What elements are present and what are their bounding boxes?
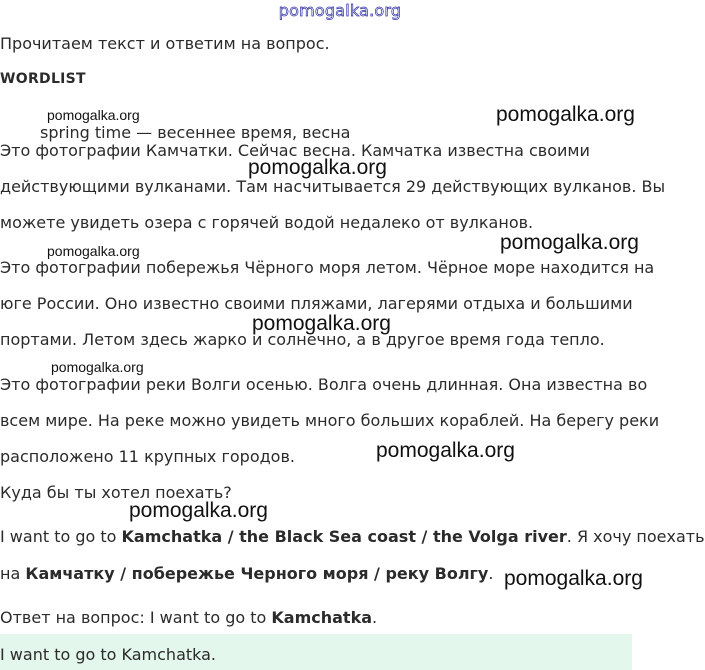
answer-suffix: . — [372, 608, 378, 627]
watermark: pomogalka.org — [500, 231, 639, 254]
watermark: pomogalka.org — [51, 359, 144, 375]
site-header-logo[interactable]: pomogalka.org — [278, 1, 402, 20]
kamchatka-line-2: действующими вулканами. Там насчитывается 29 действующих вулканов. Вы — [0, 177, 666, 196]
blacksea-line-3: портами. Летом здесь жарко и солнечно, а в другое время года тепло. — [0, 330, 605, 349]
template-prefix-2: на — [0, 564, 26, 583]
watermark: pomogalka.org — [376, 439, 515, 462]
answer-line — [0, 608, 377, 628]
answer-box-text: I want to go to Kamchatka. — [0, 645, 217, 664]
template-line-1 — [0, 527, 705, 547]
kamchatka-line-3: можете увидеть озера с горячей водой недалеко от вулканов. — [0, 213, 534, 232]
answer-prefix: Ответ на вопрос: I want to go to — [0, 608, 272, 627]
template-options-ru: Камчатку / побережье Черного моря / реку Волгу — [25, 564, 489, 583]
question-text: Куда бы ты хотел поехать? — [0, 483, 232, 502]
watermark: pomogalka.org — [504, 567, 643, 590]
volga-line-3: расположено 11 крупных городов. — [0, 447, 295, 466]
answer-bold: Kamchatka — [271, 608, 372, 627]
blacksea-line-1: Это фотографии побережья Чёрного моря летом. Чёрное море находится на — [0, 258, 655, 277]
watermark: pomogalka.org — [129, 499, 268, 522]
wordlist-heading: WORDLIST — [0, 71, 86, 87]
wordlist-clipped-text: spring time — весеннее время, весна — [40, 123, 351, 142]
kamchatka-line-1: Это фотографии Камчатки. Сейчас весна. Камчатка известна своими — [0, 141, 590, 160]
blacksea-line-2: юге России. Оно известно своими пляжами, лагерями отдыха и большими — [0, 294, 633, 313]
template-suffix: . Я хочу поехать — [566, 527, 705, 546]
template-suffix-2: . — [488, 564, 494, 583]
watermark: pomogalka.org — [496, 103, 635, 126]
template-options-en: Kamchatka / the Black Sea coast / the Volga river — [121, 527, 567, 546]
watermark: pomogalka.org — [252, 312, 391, 335]
watermark: pomogalka.org — [248, 156, 387, 179]
volga-line-2: всем мире. На реке можно увидеть много больших кораблей. На берегу реки — [0, 411, 660, 430]
template-prefix: I want to go to — [0, 527, 122, 546]
watermark: pomogalka.org — [47, 243, 140, 259]
template-line-2 — [0, 564, 493, 584]
watermark: pomogalka.org — [47, 107, 140, 123]
intro-text: Прочитаем текст и ответим на вопрос. — [0, 34, 330, 53]
volga-line-1: Это фотографии реки Волги осенью. Волга очень длинная. Она известна во — [0, 375, 648, 394]
